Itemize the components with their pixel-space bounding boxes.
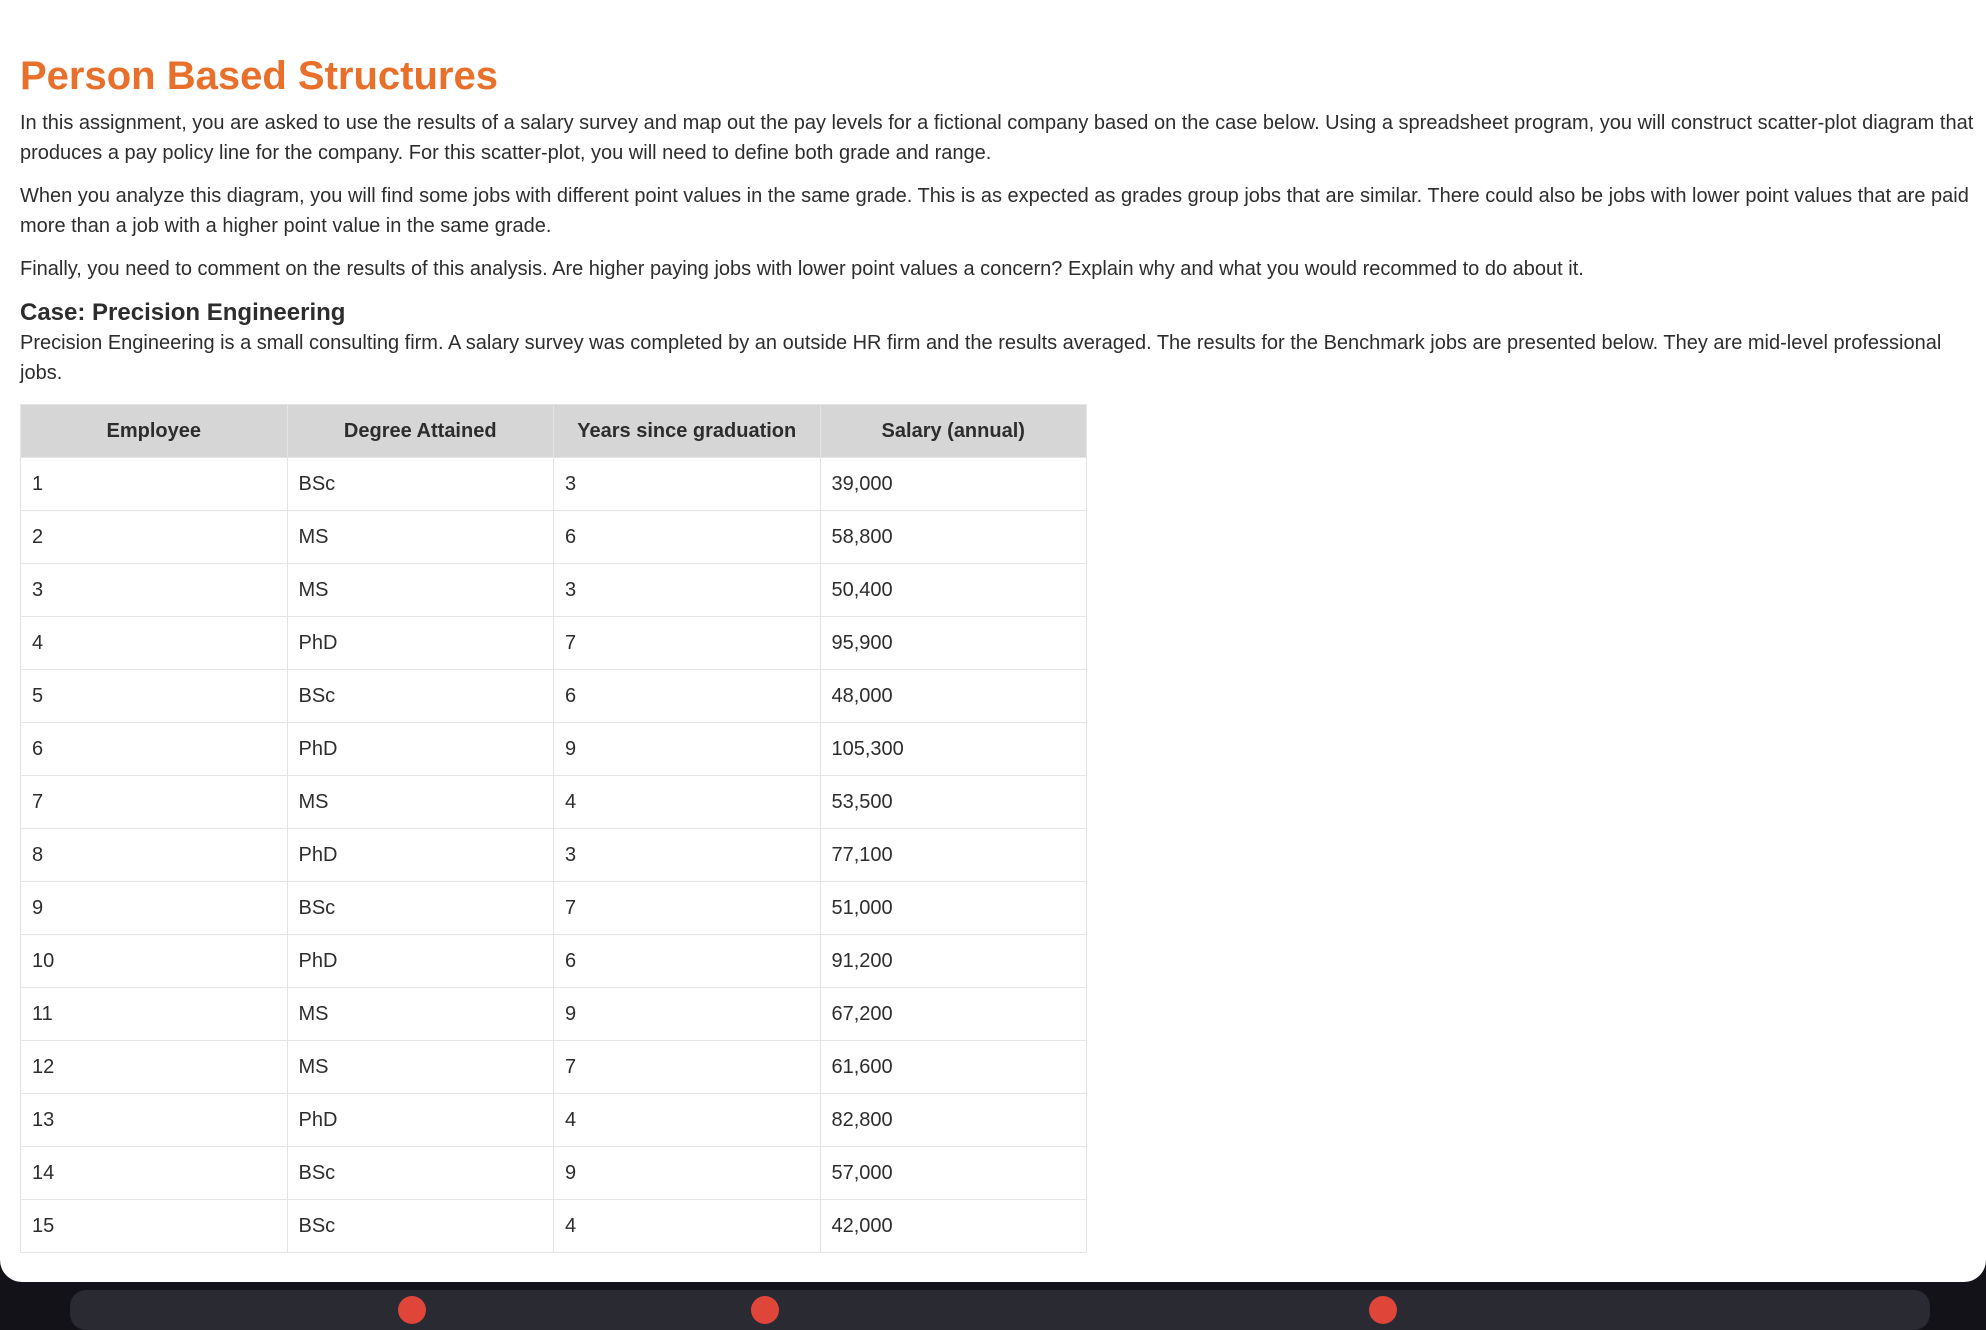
cell-years: 9: [554, 988, 821, 1041]
cell-degree: BSc: [287, 1200, 554, 1253]
table-row: [21, 458, 1087, 511]
cell-salary: 91,200: [820, 935, 1087, 988]
cell-employee: 15: [21, 1200, 288, 1253]
table-row: [21, 935, 1087, 988]
cell-employee: 2: [21, 511, 288, 564]
cell-salary: 105,300: [820, 723, 1087, 776]
cell-degree: BSc: [287, 882, 554, 935]
cell-degree: MS: [287, 776, 554, 829]
cell-years: 4: [554, 1200, 821, 1253]
cell-years: 6: [554, 935, 821, 988]
table-row: [21, 1041, 1087, 1094]
cell-degree: PhD: [287, 1094, 554, 1147]
cell-degree: BSc: [287, 670, 554, 723]
cell-employee: 13: [21, 1094, 288, 1147]
cell-degree: BSc: [287, 1147, 554, 1200]
table-row: [21, 617, 1087, 670]
cell-salary: 77,100: [820, 829, 1087, 882]
header-degree-attained: Degree Attained: [287, 405, 554, 458]
cell-employee: 4: [21, 617, 288, 670]
cell-years: 7: [554, 882, 821, 935]
header-salary: Salary (annual): [820, 405, 1087, 458]
cell-salary: 61,600: [820, 1041, 1087, 1094]
cell-salary: 39,000: [820, 458, 1087, 511]
cell-salary: 67,200: [820, 988, 1087, 1041]
cell-degree: MS: [287, 1041, 554, 1094]
case-heading: Case: Precision Engineering: [20, 299, 346, 326]
cell-employee: 1: [21, 458, 288, 511]
comment-paragraph: Finally, you need to comment on the results of this analysis. Are higher paying jobs with lower point values a concern? Explain why and what you would recommed to do about it.: [20, 258, 1584, 280]
cell-salary: 58,800: [820, 511, 1087, 564]
cell-employee: 9: [21, 882, 288, 935]
cell-years: 6: [554, 670, 821, 723]
cell-years: 4: [554, 1094, 821, 1147]
table-header-row: [21, 405, 1087, 458]
table-row: [21, 511, 1087, 564]
case-description: Precision Engineering is a small consulting firm. A salary survey was completed by an outside HR firm and the results averaged. The results for the Benchmark jobs are presented below. They are mid-level professional jobs.: [20, 332, 1942, 384]
cell-employee: 14: [21, 1147, 288, 1200]
table-row: [21, 829, 1087, 882]
cell-employee: 10: [21, 935, 288, 988]
table-row: [21, 564, 1087, 617]
cell-salary: 53,500: [820, 776, 1087, 829]
cell-years: 7: [554, 1041, 821, 1094]
cell-years: 9: [554, 1147, 821, 1200]
cell-years: 3: [554, 564, 821, 617]
table-row: [21, 988, 1087, 1041]
table-row: [21, 776, 1087, 829]
cell-employee: 6: [21, 723, 288, 776]
cell-degree: PhD: [287, 723, 554, 776]
cell-employee: 5: [21, 670, 288, 723]
dock-notification-badge: [751, 1296, 779, 1324]
cell-salary: 51,000: [820, 882, 1087, 935]
cell-years: 3: [554, 458, 821, 511]
cell-years: 3: [554, 829, 821, 882]
cell-years: 6: [554, 511, 821, 564]
cell-degree: MS: [287, 988, 554, 1041]
intro-paragraph: In this assignment, you are asked to use the results of a salary survey and map out the pay levels for a fictional company based on the case below. Using a spreadsheet program, you will construct scatter-plot diagram that produces a pay policy line for the company. For this scatter-plot, you will need to define both grade and range.: [20, 112, 1974, 164]
table-body: [21, 458, 1087, 1253]
salary-survey-table: [20, 404, 1087, 1253]
cell-employee: 11: [21, 988, 288, 1041]
cell-employee: 7: [21, 776, 288, 829]
cell-salary: 42,000: [820, 1200, 1087, 1253]
cell-employee: 8: [21, 829, 288, 882]
table-row: [21, 1094, 1087, 1147]
cell-degree: PhD: [287, 617, 554, 670]
cell-employee: 12: [21, 1041, 288, 1094]
cell-salary: 48,000: [820, 670, 1087, 723]
cell-salary: 95,900: [820, 617, 1087, 670]
table-row: [21, 1147, 1087, 1200]
table-row: [21, 1200, 1087, 1253]
page-title: Person Based Structures: [20, 54, 498, 98]
cell-salary: 57,000: [820, 1147, 1087, 1200]
analysis-paragraph: When you analyze this diagram, you will find some jobs with different point values in the same grade. This is as expected as grades group jobs that are similar. There could also be jobs with lower point values that are paid more than a job with a higher point value in the same grade.: [20, 185, 1969, 237]
table-row: [21, 670, 1087, 723]
cell-years: 4: [554, 776, 821, 829]
cell-employee: 3: [21, 564, 288, 617]
dock-notification-badge: [398, 1296, 426, 1324]
header-years-since-graduation: Years since graduation: [554, 405, 821, 458]
cell-years: 7: [554, 617, 821, 670]
cell-salary: 82,800: [820, 1094, 1087, 1147]
dock-notification-badge: [1369, 1296, 1397, 1324]
assignment-content: [20, 48, 1986, 1253]
cell-salary: 50,400: [820, 564, 1087, 617]
table-row: [21, 882, 1087, 935]
cell-degree: PhD: [287, 829, 554, 882]
cell-degree: BSc: [287, 458, 554, 511]
table-row: [21, 723, 1087, 776]
cell-years: 9: [554, 723, 821, 776]
dock-bar: [70, 1290, 1930, 1330]
cell-degree: PhD: [287, 935, 554, 988]
cell-degree: MS: [287, 564, 554, 617]
cell-degree: MS: [287, 511, 554, 564]
header-employee: Employee: [21, 405, 288, 458]
